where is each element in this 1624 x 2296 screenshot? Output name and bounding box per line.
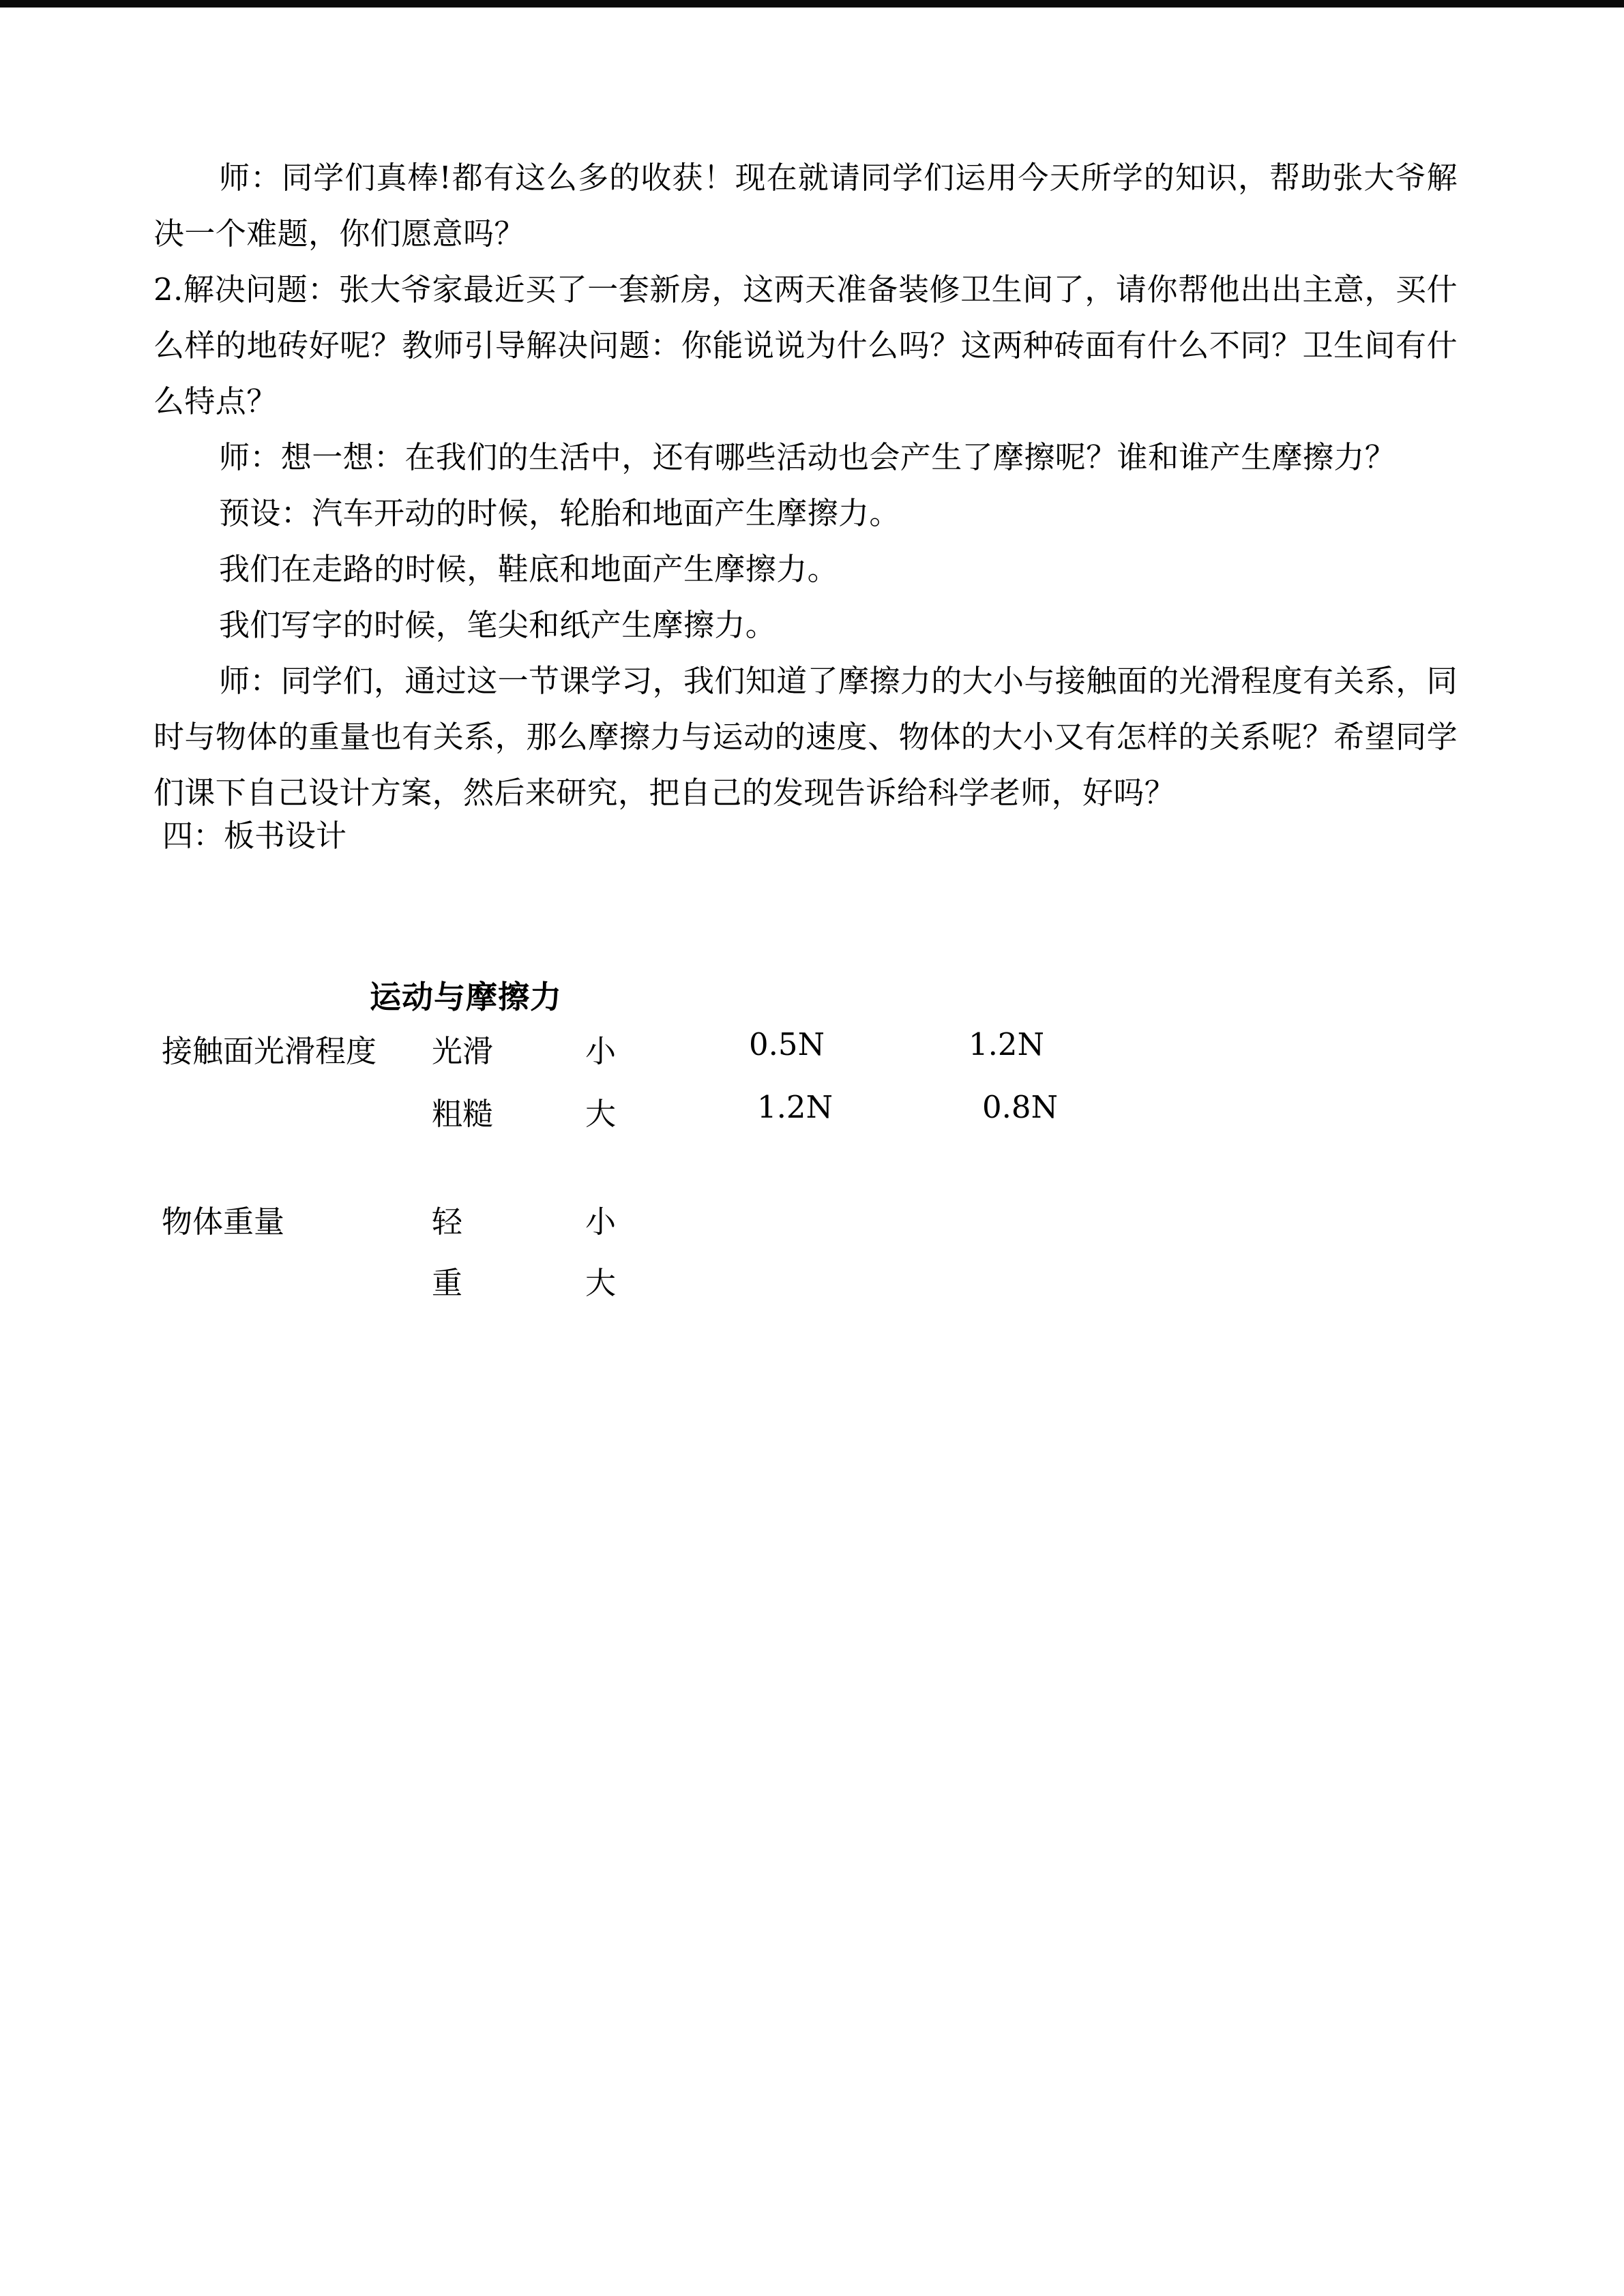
board-row-value2-smooth: 1.2N — [969, 1026, 1044, 1062]
paragraph-3: 师：想一想：在我们的生活中，还有哪些活动也会产生了摩擦呢？谁和谁产生摩擦力？ — [219, 439, 1396, 475]
paragraph-6: 我们写字的时候，笔尖和纸产生摩擦力。 — [219, 607, 777, 643]
paragraph-2: 2.解决问题：张大爷家最近买了一套新房，这两天准备装修卫生间了，请你帮他出出主意，买什么样的地砖好呢？教师引导解决问题：你能说说为什么吗？这两种砖面有什么不同？卫生间有什么特点？ — [153, 271, 1458, 419]
board-row-kind-heavy: 重 — [432, 1265, 463, 1301]
board-row-kind-smooth: 光滑 — [432, 1033, 494, 1069]
board-row-size-large: 大 — [585, 1096, 617, 1132]
section-heading-board-design: 四：板书设计 — [162, 818, 347, 854]
board-row-value1-smooth: 0.5N — [749, 1026, 825, 1062]
paragraph-5: 我们在走路的时候，鞋底和地面产生摩擦力。 — [219, 551, 839, 587]
document-body — [153, 150, 1458, 821]
board-row-label-surface: 接触面光滑程度 — [162, 1033, 377, 1069]
board-row-size-small: 小 — [585, 1033, 617, 1069]
page-top-rule — [0, 0, 1624, 8]
paragraph-7: 师：同学们，通过这一节课学习，我们知道了摩擦力的大小与接触面的光滑程度有关系，同时与物体的重量也有关系，那么摩擦力与运动的速度、物体的大小又有怎样的关系呢？希望同学们课下自己设计方案，然后来研究，把自己的发现告诉给科学老师，好吗？ — [153, 663, 1458, 811]
board-row-kind-rough: 粗糙 — [432, 1096, 494, 1132]
board-design-title: 运动与摩擦力 — [370, 979, 562, 1015]
board-row-size-small-weight: 小 — [585, 1204, 617, 1240]
board-row-value1-rough: 1.2N — [757, 1089, 833, 1125]
paragraph-4: 预设：汽车开动的时候，轮胎和地面产生摩擦力。 — [219, 495, 900, 531]
board-row-kind-light: 轻 — [432, 1204, 463, 1240]
board-row-value2-rough: 0.8N — [982, 1089, 1058, 1125]
board-row-size-large-weight: 大 — [585, 1265, 617, 1301]
paragraph-1: 师：同学们真棒!都有这么多的收获！现在就请同学们运用今天所学的知识，帮助张大爷解决一个难题，你们愿意吗？ — [153, 160, 1458, 252]
board-row-label-weight: 物体重量 — [162, 1204, 285, 1240]
